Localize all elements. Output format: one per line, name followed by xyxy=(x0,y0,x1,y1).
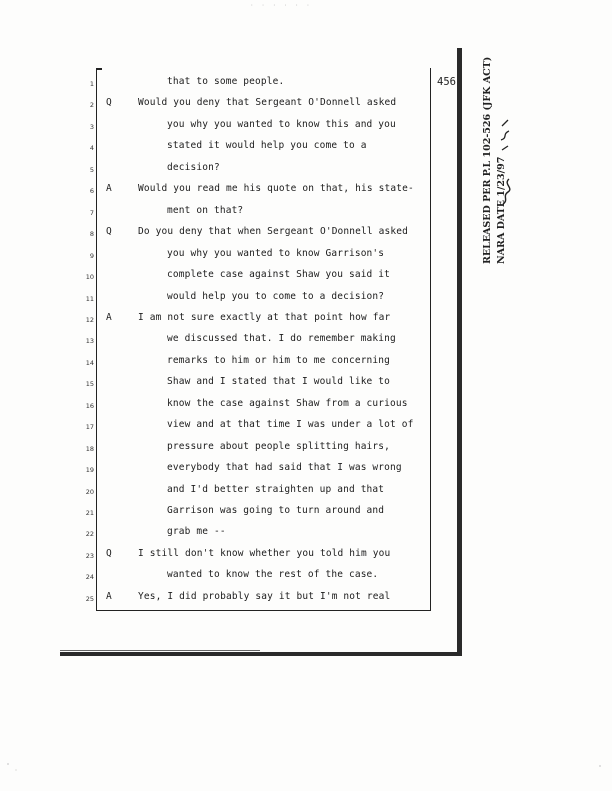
transcript-line-text: I am not sure exactly at that point how far xyxy=(138,311,391,323)
transcript-line-text: everybody that had said that I was wrong xyxy=(167,462,402,474)
transcript-line-text: Shaw and I stated that I would like to xyxy=(167,376,391,388)
transcript-line-text: complete case against Shaw you said it xyxy=(167,269,391,281)
line-number: 24 xyxy=(85,573,94,582)
line-number: 8 xyxy=(89,230,94,239)
scan-smudge: · · · · · · xyxy=(250,2,312,9)
line-number: 22 xyxy=(85,530,94,539)
page-number: 456 xyxy=(437,76,456,88)
transcript-line-text: know the case against Shaw from a curious xyxy=(167,397,408,409)
line-number: 15 xyxy=(85,380,94,389)
bottom-rule xyxy=(60,652,462,656)
transcript-line-text: ment on that? xyxy=(167,204,244,216)
scan-specks xyxy=(0,760,612,780)
transcript-line-text: stated it would help you come to a xyxy=(167,140,367,152)
line-number: 21 xyxy=(85,509,94,517)
speaker-label: Q xyxy=(106,547,112,559)
transcript-line-text: Do you deny that when Sergeant O'Donnell asked xyxy=(138,226,408,238)
line-number: 18 xyxy=(85,444,94,453)
bottom-rule-thin xyxy=(60,650,260,651)
transcript-line-text: Would you read me his quote on that, his state- xyxy=(138,183,414,195)
stamp-handwritten-date-icon xyxy=(498,116,512,152)
speaker-label: Q xyxy=(106,226,112,238)
line-number: 5 xyxy=(89,165,94,174)
release-stamp xyxy=(478,56,522,264)
transcript-line-text: would help you to come to a decision? xyxy=(167,290,385,302)
transcript-line-text: we discussed that. I do remember making xyxy=(167,333,396,345)
speaker-label: A xyxy=(106,311,112,323)
transcript-line-text: and I'd better straighten up and that xyxy=(167,483,385,495)
right-margin-bar xyxy=(457,48,462,656)
line-number: 19 xyxy=(85,466,94,475)
line-number: 10 xyxy=(85,273,94,282)
transcript-line-text: grab me -- xyxy=(167,526,226,538)
line-number: 20 xyxy=(85,487,94,496)
line-number: 16 xyxy=(85,401,94,410)
transcript-line-text: remarks to him or him to me concerning xyxy=(167,354,391,366)
line-number: 3 xyxy=(89,122,94,131)
transcript-line-text: that to some people. xyxy=(167,76,285,87)
line-number: 25 xyxy=(85,594,94,603)
transcript-line-text: wanted to know the rest of the case. xyxy=(167,569,379,581)
line-number: 9 xyxy=(89,251,94,260)
speaker-label: A xyxy=(106,183,112,195)
transcript-line-text: decision? xyxy=(167,161,220,173)
line-number: 6 xyxy=(89,187,94,196)
frame-corner-tick xyxy=(96,68,102,70)
line-number: 17 xyxy=(85,423,94,432)
stamp-release-line: RELEASED PER P.L 102-526 (JFK ACT) xyxy=(482,56,493,264)
transcript-line-text: Yes, I did probably say it but I'm not real xyxy=(138,590,391,602)
transcript-line-text: you why you wanted to know Garrison's xyxy=(167,247,385,259)
transcript-line-text: I still don't know whether you told him you xyxy=(138,547,391,559)
transcript-line-text: pressure about people splitting hairs, xyxy=(167,440,391,452)
line-number: 11 xyxy=(85,294,94,303)
speaker-label: Q xyxy=(106,97,112,109)
line-number: 13 xyxy=(85,337,94,346)
stamp-nara-date-line: NARA DATE 1/23/97 xyxy=(496,156,507,264)
transcript-line-text: Would you deny that Sergeant O'Donnell asked xyxy=(138,97,397,109)
transcript-line-text: view and at that time I was under a lot of xyxy=(167,419,414,431)
line-number: 23 xyxy=(85,551,94,560)
line-number: 7 xyxy=(89,208,94,217)
line-number: 12 xyxy=(85,315,94,324)
line-number: 4 xyxy=(89,144,94,153)
transcript-line-text: you why you wanted to know this and you xyxy=(167,118,396,130)
stamp-signature-icon xyxy=(500,176,512,206)
line-number: 1 xyxy=(89,80,94,88)
line-number: 14 xyxy=(85,358,94,367)
transcript-line-text: Garrison was going to turn around and xyxy=(167,505,385,516)
speaker-label: A xyxy=(106,590,112,602)
line-number: 2 xyxy=(89,101,94,110)
